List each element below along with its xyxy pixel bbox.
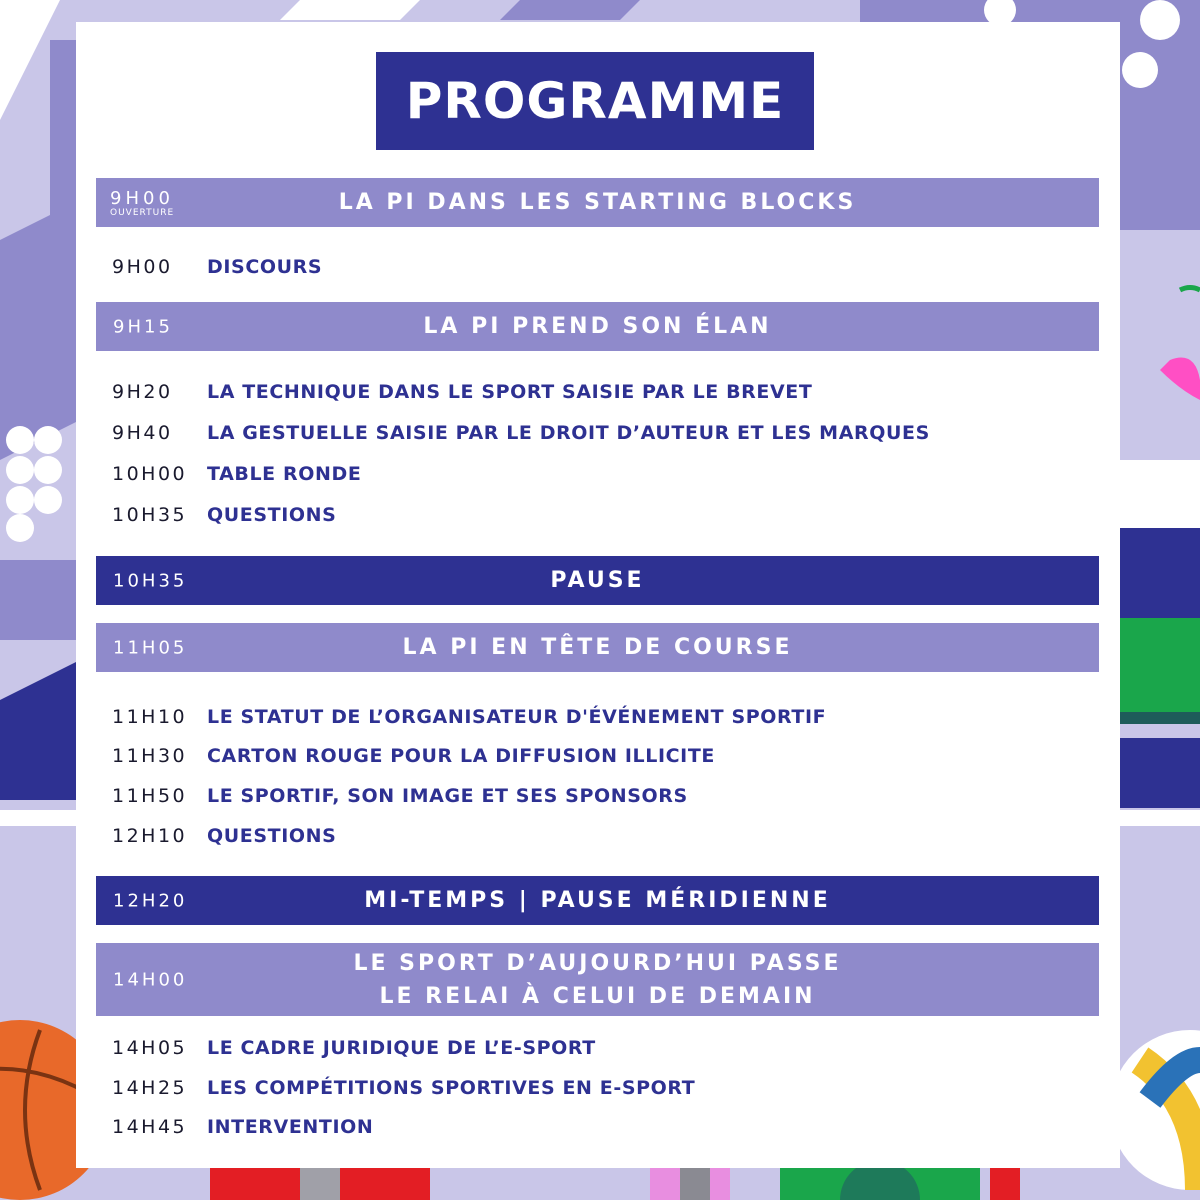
section-time: 10H35 — [113, 570, 188, 591]
section-band-elan — [96, 302, 1099, 351]
section-title: MI-TEMPS | PAUSE MÉRIDIENNE — [364, 888, 831, 913]
list-item — [112, 1114, 373, 1140]
section-title: PAUSE — [550, 568, 645, 593]
item-text: CARTON ROUGE POUR LA DIFFUSION ILLICITE — [207, 745, 715, 767]
item-text: QUESTIONS — [207, 504, 337, 526]
list-item — [112, 420, 930, 446]
section-time — [110, 190, 174, 218]
item-text: LES COMPÉTITIONS SPORTIVES EN E-SPORT — [207, 1077, 696, 1099]
item-time: 10H35 — [112, 504, 188, 526]
item-time: 9H20 — [112, 381, 173, 403]
section-time: 11H05 — [113, 637, 188, 658]
item-time: 14H45 — [112, 1116, 188, 1138]
list-item — [112, 254, 322, 280]
section-time: 9H15 — [113, 316, 173, 337]
item-time: 11H10 — [112, 706, 188, 728]
item-time: 11H30 — [112, 745, 188, 767]
list-item — [112, 461, 361, 487]
section-band-esport — [96, 943, 1099, 1016]
item-time: 11H50 — [112, 785, 188, 807]
list-item — [112, 704, 826, 730]
list-item — [112, 379, 812, 405]
section-band-lunch — [96, 876, 1099, 925]
list-item — [112, 502, 336, 528]
item-time: 14H25 — [112, 1077, 188, 1099]
item-text: LA GESTUELLE SAISIE PAR LE DROIT D’AUTEUR ET LES MARQUES — [207, 422, 930, 444]
section-band-pause — [96, 556, 1099, 605]
item-text: TABLE RONDE — [207, 463, 362, 485]
item-text: INTERVENTION — [207, 1116, 374, 1138]
item-text: DISCOURS — [207, 256, 323, 278]
list-item — [112, 783, 688, 809]
item-time: 14H05 — [112, 1037, 188, 1059]
page-title: PROGRAMME — [405, 72, 785, 130]
section-title: LA PI DANS LES STARTING BLOCKS — [338, 190, 857, 215]
item-text: LE SPORTIF, SON IMAGE ET SES SPONSORS — [207, 785, 688, 807]
item-text: LE CADRE JURIDIQUE DE L’E-SPORT — [207, 1037, 596, 1059]
section-title-line-2: LE RELAI À CELUI DE DEMAIN — [379, 983, 816, 1009]
item-time: 9H40 — [112, 422, 173, 444]
section-band-course — [96, 623, 1099, 672]
item-time: 9H00 — [112, 256, 173, 278]
list-item — [112, 1075, 695, 1101]
list-item — [112, 823, 336, 849]
section-subtime: OUVERTURE — [110, 208, 175, 218]
section-time-value: 9H00 — [110, 188, 174, 209]
section-time: 14H00 — [113, 969, 188, 990]
item-time: 12H10 — [112, 825, 188, 847]
section-title-line-1: LE SPORT D’AUJOURD’HUI PASSE — [353, 950, 842, 976]
section-time: 12H20 — [113, 890, 188, 911]
item-text: LE STATUT DE L’ORGANISATEUR D'ÉVÉNEMENT SPORTIF — [207, 706, 827, 728]
list-item — [112, 1035, 596, 1061]
list-item — [112, 743, 715, 769]
programme-title-box — [376, 52, 814, 150]
item-text: LA TECHNIQUE DANS LE SPORT SAISIE PAR LE BREVET — [207, 381, 813, 403]
section-band-opening — [96, 178, 1099, 227]
item-text: QUESTIONS — [207, 825, 337, 847]
item-time: 10H00 — [112, 463, 188, 485]
section-title: LA PI EN TÊTE DE COURSE — [402, 635, 793, 660]
section-title: LA PI PREND SON ÉLAN — [423, 314, 772, 339]
